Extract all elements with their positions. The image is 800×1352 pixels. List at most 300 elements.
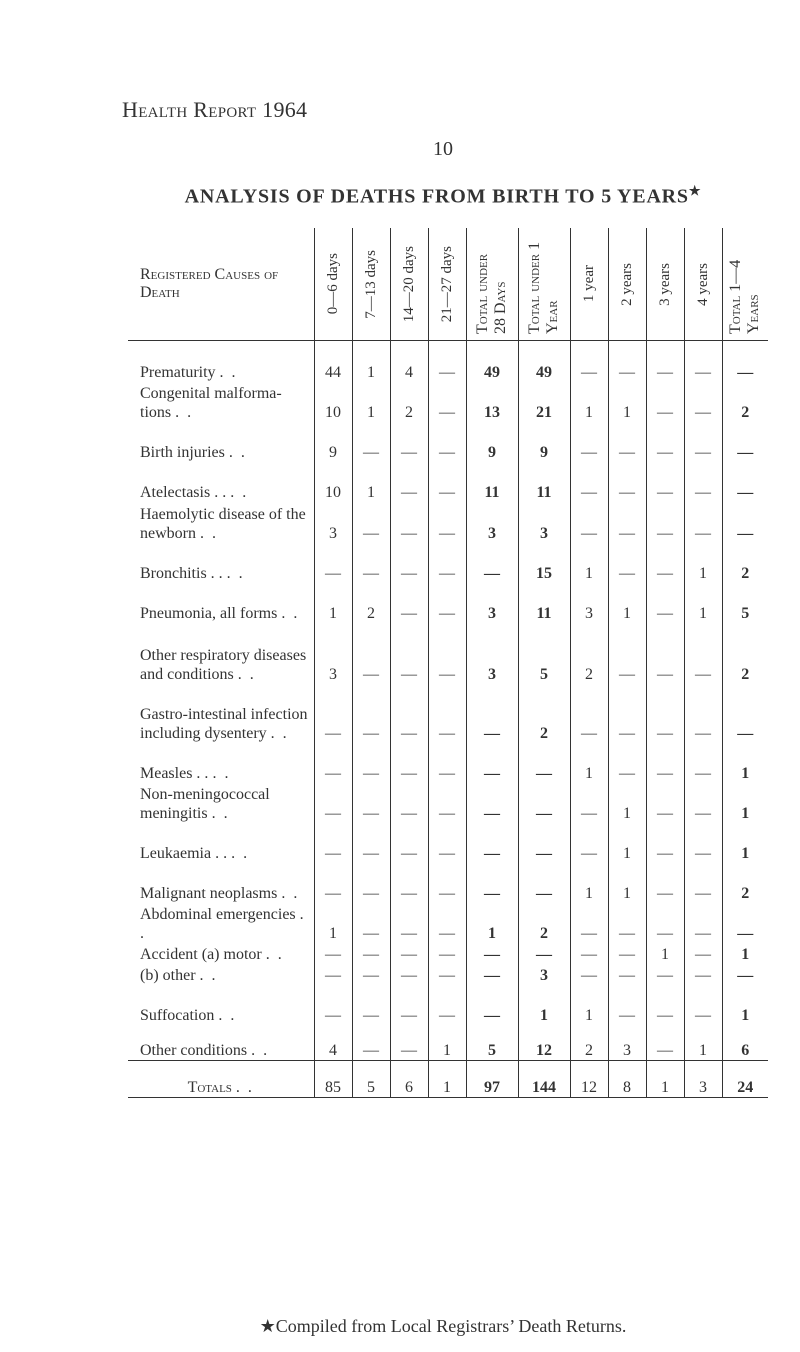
row-label <box>128 422 314 462</box>
table-cell: 12 <box>518 1025 570 1061</box>
row-label <box>128 684 314 743</box>
table-cell: 2 <box>722 543 768 583</box>
row-label <box>128 783 314 823</box>
table-cell: — <box>352 964 390 985</box>
table-cell: — <box>352 684 390 743</box>
table-cell: — <box>570 462 608 502</box>
table-cell: — <box>428 684 466 743</box>
row-label-text: Gastro-intestinal infection including dysentery <box>140 706 308 742</box>
table-cell: — <box>646 863 684 903</box>
table-cell: — <box>608 543 646 583</box>
row-leader: . . <box>212 765 231 782</box>
table-cell: — <box>390 543 428 583</box>
table-cell: 1 <box>722 943 768 964</box>
table-cell: — <box>390 823 428 863</box>
table-cell: — <box>684 684 722 743</box>
table-row <box>128 462 768 502</box>
table-cell: — <box>390 583 428 623</box>
table-cell: 49 <box>518 341 570 383</box>
table-cell: 8 <box>608 1061 646 1098</box>
table-cell: 1 <box>722 743 768 783</box>
row-label-text: (b) other <box>140 967 196 984</box>
table-cell: 5 <box>466 1025 518 1061</box>
table-cell: — <box>314 783 352 823</box>
table-cell: — <box>314 823 352 863</box>
row-label <box>128 583 314 623</box>
table-cell: 9 <box>518 422 570 462</box>
table-cell: — <box>684 422 722 462</box>
column-header <box>722 228 768 341</box>
table-cell: — <box>570 964 608 985</box>
row-label <box>128 462 314 502</box>
table-cell: 5 <box>518 623 570 684</box>
table-cell: 1 <box>314 583 352 623</box>
table-cell: — <box>314 985 352 1025</box>
table-cell: — <box>570 502 608 543</box>
table-cell: 49 <box>466 341 518 383</box>
table-cell: — <box>722 502 768 543</box>
table-cell: — <box>608 743 646 783</box>
table-cell: — <box>428 823 466 863</box>
table-cell: — <box>390 903 428 943</box>
table-cell: — <box>352 743 390 783</box>
table-cell: 1 <box>570 543 608 583</box>
table-cell: — <box>428 382 466 422</box>
row-label <box>128 863 314 903</box>
table-cell: 4 <box>390 341 428 383</box>
table-cell: 2 <box>722 382 768 422</box>
table-cell: — <box>722 684 768 743</box>
table-cell: 1 <box>608 382 646 422</box>
table-cell: — <box>314 943 352 964</box>
table-cell: — <box>428 903 466 943</box>
row-label <box>128 823 314 863</box>
table-cell: — <box>352 863 390 903</box>
table-cell: 2 <box>570 623 608 684</box>
table-cell: 1 <box>608 863 646 903</box>
table-cell: 10 <box>314 382 352 422</box>
table-cell: — <box>646 462 684 502</box>
table-row <box>128 583 768 623</box>
row-leader: . . <box>219 364 238 381</box>
table-cell: — <box>428 863 466 903</box>
row-label <box>128 964 314 985</box>
table-cell: 2 <box>518 903 570 943</box>
column-header-label: 2 years <box>619 262 635 306</box>
table-cell: — <box>608 943 646 964</box>
table-cell: — <box>352 502 390 543</box>
row-leader: . . <box>211 805 230 822</box>
table-cell: — <box>646 903 684 943</box>
table-cell: — <box>684 964 722 985</box>
row-label-text: Birth injuries <box>140 444 225 461</box>
column-header-label: 14—20 days <box>401 245 417 323</box>
table-cell: 3 <box>314 623 352 684</box>
table-cell: 1 <box>570 743 608 783</box>
table-cell: 3 <box>466 583 518 623</box>
table-cell: — <box>608 985 646 1025</box>
table-cell: 9 <box>466 422 518 462</box>
row-label <box>128 903 314 943</box>
table-cell: 1 <box>314 903 352 943</box>
table-cell: — <box>428 623 466 684</box>
table-cell: — <box>684 823 722 863</box>
table-body <box>128 341 768 1098</box>
table-cell: — <box>646 1025 684 1061</box>
table-cell: 3 <box>314 502 352 543</box>
table-cell: — <box>684 943 722 964</box>
row-label-text: Abdominal emergencies <box>140 906 296 923</box>
column-header <box>518 228 570 341</box>
column-header <box>314 228 352 341</box>
table-cell: — <box>684 502 722 543</box>
row-label <box>128 543 314 583</box>
table-cell: — <box>646 502 684 543</box>
column-header <box>466 228 518 341</box>
table-cell: — <box>428 964 466 985</box>
page-title <box>0 183 800 209</box>
row-leader: . . <box>228 444 247 461</box>
column-header <box>390 228 428 341</box>
table-cell: — <box>722 964 768 985</box>
row-leader: . . <box>265 946 284 963</box>
row-label-text: Other respiratory diseases and conditions <box>140 647 307 683</box>
table-cell: 1 <box>352 462 390 502</box>
table-cell: — <box>608 903 646 943</box>
table-cell: — <box>428 543 466 583</box>
table-cell: 1 <box>428 1061 466 1098</box>
table-cell: 11 <box>518 462 570 502</box>
table-cell: 3 <box>466 623 518 684</box>
table-cell: 1 <box>722 823 768 863</box>
column-header-label: 7—13 days <box>363 249 379 319</box>
table-cell: — <box>518 943 570 964</box>
table-cell: 3 <box>684 1061 722 1098</box>
table-cell: 2 <box>518 684 570 743</box>
column-header <box>608 228 646 341</box>
totals-row <box>128 1061 768 1098</box>
table-cell: — <box>684 341 722 383</box>
row-leader: . . <box>235 1079 254 1096</box>
row-leader: . . <box>140 906 306 942</box>
row-leader: . . <box>218 1007 237 1024</box>
table-row <box>128 502 768 543</box>
row-label <box>128 743 314 783</box>
table-cell: — <box>646 382 684 422</box>
row-label-text: Non-meningococcal meningitis <box>140 786 270 822</box>
table-cell: — <box>722 903 768 943</box>
table-cell: — <box>352 943 390 964</box>
table-cell: 144 <box>518 1061 570 1098</box>
table-cell: — <box>390 985 428 1025</box>
table-cell: — <box>314 684 352 743</box>
table-cell: — <box>428 341 466 383</box>
table-cell: 12 <box>570 1061 608 1098</box>
table-cell: 1 <box>352 341 390 383</box>
table-cell: — <box>352 422 390 462</box>
column-header-label: 0—6 days <box>325 253 341 315</box>
table-cell: — <box>646 422 684 462</box>
table-cell: — <box>466 823 518 863</box>
column-header <box>684 228 722 341</box>
table-cell: 5 <box>722 583 768 623</box>
column-header <box>570 228 608 341</box>
table-cell: — <box>428 462 466 502</box>
row-label-text: Pneumonia, all forms <box>140 605 278 622</box>
row-leader: . . <box>230 484 249 501</box>
row-leader: . . <box>199 525 218 542</box>
table-cell: — <box>608 341 646 383</box>
table-cell: — <box>570 341 608 383</box>
table-cell: — <box>722 341 768 383</box>
table-cell: 97 <box>466 1061 518 1098</box>
table-cell: 1 <box>646 943 684 964</box>
table-cell: — <box>608 684 646 743</box>
table-cell: — <box>390 943 428 964</box>
table-cell: — <box>428 583 466 623</box>
table-cell: — <box>466 684 518 743</box>
row-label-text: Prematurity <box>140 364 216 381</box>
deaths-table <box>128 228 768 1098</box>
table-cell: 1 <box>428 1025 466 1061</box>
table-cell: — <box>570 684 608 743</box>
table-row <box>128 943 768 964</box>
row-label-text: Leukaemia . . <box>140 845 228 862</box>
table-cell: — <box>518 863 570 903</box>
table-cell: 2 <box>352 583 390 623</box>
table-cell: — <box>314 543 352 583</box>
table-cell: — <box>466 943 518 964</box>
table-cell: — <box>608 422 646 462</box>
table-cell: 1 <box>570 985 608 1025</box>
row-leader: . . <box>175 404 194 421</box>
page-number: 10 <box>433 138 453 160</box>
table-cell: 2 <box>570 1025 608 1061</box>
table-cell: 1 <box>570 863 608 903</box>
table-cell: — <box>314 863 352 903</box>
table-cell: 3 <box>518 502 570 543</box>
table-cell: 1 <box>608 783 646 823</box>
table-cell: 1 <box>722 985 768 1025</box>
table-cell: — <box>646 341 684 383</box>
table-cell: 11 <box>466 462 518 502</box>
table-cell: — <box>390 623 428 684</box>
table-cell: 1 <box>608 583 646 623</box>
table-cell: — <box>684 903 722 943</box>
table-cell: 2 <box>390 382 428 422</box>
row-label <box>128 943 314 964</box>
row-label-text: Haemolytic disease of the newborn <box>140 506 306 542</box>
table-cell: 44 <box>314 341 352 383</box>
column-header <box>428 228 466 341</box>
column-header-label: Total under 1 Year <box>526 241 561 334</box>
row-label <box>128 1025 314 1061</box>
table-row <box>128 623 768 684</box>
table-cell: 1 <box>518 985 570 1025</box>
table-cell: — <box>352 783 390 823</box>
table-cell: — <box>646 543 684 583</box>
table-cell: — <box>390 684 428 743</box>
table-cell: — <box>646 623 684 684</box>
column-header-cause: Registered Causes of Death <box>128 228 314 341</box>
running-head: Health Report 1964 <box>122 97 308 122</box>
column-header-label: Total 1—4 Years <box>727 259 763 334</box>
table-row <box>128 684 768 743</box>
row-label <box>128 623 314 684</box>
table-cell: 1 <box>352 382 390 422</box>
table-cell: — <box>314 964 352 985</box>
table-cell: 13 <box>466 382 518 422</box>
table-cell: 5 <box>352 1061 390 1098</box>
row-label-text: Other conditions <box>140 1042 248 1059</box>
table-cell: 1 <box>684 583 722 623</box>
table-cell: — <box>352 823 390 863</box>
table-cell: — <box>684 743 722 783</box>
table-cell: — <box>466 743 518 783</box>
column-header-label: 21—27 days <box>439 245 455 323</box>
row-label <box>128 502 314 543</box>
table-cell: — <box>352 903 390 943</box>
table-cell: — <box>314 743 352 783</box>
table-cell: — <box>466 783 518 823</box>
table-cell: — <box>570 422 608 462</box>
column-header <box>646 228 684 341</box>
row-label-text: Totals <box>187 1079 232 1096</box>
row-label-text: Congenital malforma- tions <box>140 385 282 421</box>
table-cell: — <box>428 943 466 964</box>
table-row <box>128 341 768 383</box>
table-cell: — <box>352 985 390 1025</box>
row-leader: . . <box>199 967 218 984</box>
table-cell: 6 <box>390 1061 428 1098</box>
table-cell: — <box>518 783 570 823</box>
table-cell: — <box>684 985 722 1025</box>
table-cell: — <box>352 543 390 583</box>
row-leader: . . <box>226 565 245 582</box>
row-label-text: Malignant neoplasms <box>140 885 278 902</box>
table-cell: — <box>646 583 684 623</box>
table-cell: — <box>428 422 466 462</box>
table-cell: 3 <box>466 502 518 543</box>
table-row <box>128 783 768 823</box>
table-cell: 10 <box>314 462 352 502</box>
table-cell: — <box>466 543 518 583</box>
table-cell: — <box>722 422 768 462</box>
row-label-text: Bronchitis . . <box>140 565 223 582</box>
row-label-text: Accident (a) motor <box>140 946 262 963</box>
table-cell: — <box>608 462 646 502</box>
table-cell: — <box>390 422 428 462</box>
table-cell: — <box>518 823 570 863</box>
table-row <box>128 863 768 903</box>
table-cell: — <box>646 783 684 823</box>
table-cell: — <box>684 783 722 823</box>
table-cell: — <box>428 743 466 783</box>
table-row <box>128 743 768 783</box>
table-cell: 11 <box>518 583 570 623</box>
table-cell: — <box>390 863 428 903</box>
table-cell: — <box>684 623 722 684</box>
table-cell: 1 <box>722 783 768 823</box>
row-label <box>128 985 314 1025</box>
table-cell: — <box>352 623 390 684</box>
table-row <box>128 985 768 1025</box>
row-leader: . . <box>251 1042 270 1059</box>
column-header-label: 1 year <box>581 265 597 303</box>
table-cell: — <box>570 943 608 964</box>
table-cell: — <box>684 382 722 422</box>
table-cell: — <box>570 823 608 863</box>
table-cell: — <box>390 1025 428 1061</box>
table-cell: 2 <box>722 623 768 684</box>
row-label-text: Measles . . <box>140 765 209 782</box>
row-leader: . . <box>237 666 256 683</box>
table-cell: 1 <box>646 1061 684 1098</box>
table-row <box>128 543 768 583</box>
table-row <box>128 964 768 985</box>
table-cell: — <box>608 623 646 684</box>
table-cell: — <box>390 743 428 783</box>
row-label <box>128 341 314 383</box>
column-header-label: 4 years <box>695 262 711 306</box>
table-cell: 1 <box>684 1025 722 1061</box>
table-cell: — <box>608 964 646 985</box>
table-cell: — <box>352 1025 390 1061</box>
column-header-label: Total under 28 Days <box>474 253 509 334</box>
row-leader: . . <box>270 725 289 742</box>
table-cell: 9 <box>314 422 352 462</box>
table-row <box>128 1025 768 1061</box>
table-cell: 1 <box>608 823 646 863</box>
table-cell: 1 <box>570 382 608 422</box>
table-cell: — <box>646 684 684 743</box>
table-cell: 3 <box>608 1025 646 1061</box>
column-header <box>352 228 390 341</box>
table-cell: 3 <box>518 964 570 985</box>
table-cell: — <box>390 462 428 502</box>
table-row <box>128 903 768 943</box>
row-label <box>128 1061 314 1098</box>
table-cell: — <box>466 985 518 1025</box>
table-row <box>128 823 768 863</box>
table-cell: — <box>428 783 466 823</box>
column-header-label: 3 years <box>657 262 673 306</box>
table-cell: — <box>518 743 570 783</box>
row-leader: . . <box>281 605 300 622</box>
table-cell: — <box>646 743 684 783</box>
table-cell: 1 <box>466 903 518 943</box>
table-cell: — <box>646 823 684 863</box>
table-cell: — <box>608 502 646 543</box>
table-cell: 6 <box>722 1025 768 1061</box>
table-cell: — <box>466 964 518 985</box>
footnote-marker: ★ <box>688 183 702 198</box>
table-cell: 85 <box>314 1061 352 1098</box>
table-cell: 15 <box>518 543 570 583</box>
table-cell: 1 <box>684 543 722 583</box>
table-cell: — <box>570 783 608 823</box>
table-cell: — <box>646 964 684 985</box>
table-cell: 2 <box>722 863 768 903</box>
table-cell: — <box>684 863 722 903</box>
table-cell: 4 <box>314 1025 352 1061</box>
table-cell: — <box>570 903 608 943</box>
row-leader: . . <box>231 845 250 862</box>
footnote: ★Compiled from Local Registrars’ Death Returns. <box>259 1316 627 1336</box>
table-cell: — <box>466 863 518 903</box>
table-cell: — <box>722 462 768 502</box>
table-cell: — <box>646 985 684 1025</box>
